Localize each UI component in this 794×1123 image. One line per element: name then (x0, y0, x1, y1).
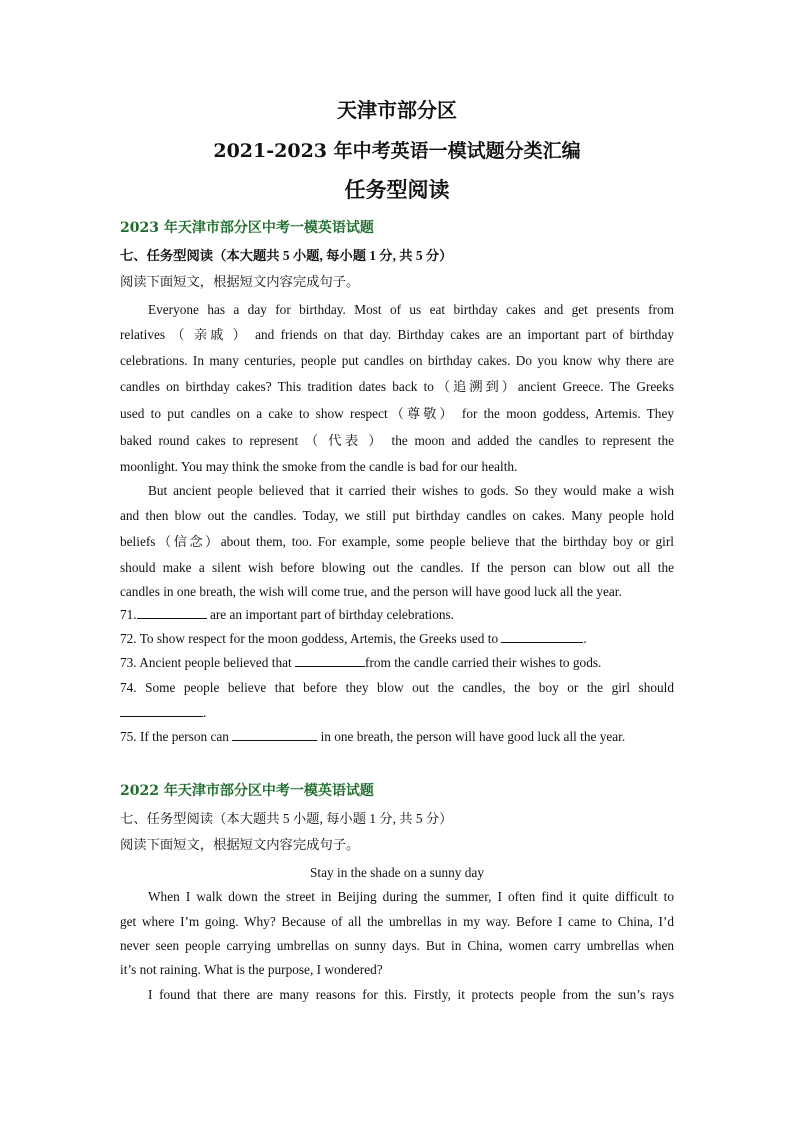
passage-2023-line: relatives （ 亲戚 ） and friends on that day. Birthday cakes are an important part of birthday (120, 327, 674, 342)
answer-blank-73[interactable] (295, 653, 365, 667)
passage-2023-line: should make a silent wish before blowing out the candles. If the person can blow out all the (120, 560, 674, 575)
passage-2023-line: But ancient people believed that it carried their wishes to gods. So they would make a wish (148, 483, 674, 498)
question-71-number: 71. (120, 607, 137, 622)
question-72-end: . (583, 631, 587, 646)
passage-2022-line: never seen people carrying umbrellas on sunny days. But in China, women carry umbrellas when (120, 938, 674, 953)
answer-blank-75[interactable] (232, 727, 317, 741)
question-73-end: from the candle carried their wishes to gods. (365, 655, 602, 670)
question-74: 74. Some people believe that before they blow out the candles, the boy or the girl should (120, 680, 674, 695)
passage-2023-line: used to put candles on a cake to show respect（尊敬） for the moon goddess, Artemis. They (120, 406, 674, 421)
passage-2022-line: it’s not raining. What is the purpose, I wondered? (120, 962, 383, 977)
passage-2022-title: Stay in the shade on a sunny day (310, 865, 484, 880)
question-73 (120, 653, 674, 673)
passage-2023-line: baked round cakes to represent （ 代表 ） the moon and added the candles to represent the (120, 433, 674, 448)
question-72 (120, 629, 674, 649)
passage-2023-line: candles in one breath, the wish will come true, and the person will have good luck all the year. (120, 584, 622, 599)
section-2023-heading: 2023 年天津市部分区中考一模英语试题 (120, 220, 374, 236)
passage-2022-line: When I walk down the street in Beijing during the summer, I often find it quite difficult to (148, 889, 674, 904)
passage-2023-line: beliefs（信念）about them, too. For example, some people believe that the birthday boy or girl (120, 534, 674, 549)
passage-2023-line: candles on birthday cakes? This tradition dates back to（追溯到）ancient Greece. The Greeks (120, 379, 674, 394)
question-74-cont (120, 703, 674, 723)
doc-title-region: 天津市部分区 (337, 98, 457, 122)
question-75 (120, 727, 674, 747)
section-2022-instruction: 七、任务型阅读（本大题共 5 小题, 每小题 1 分, 共 5 分） (120, 811, 453, 826)
question-75-end: in one breath, the person will have good luck all the year. (317, 729, 626, 744)
passage-2023-line: moonlight. You may think the smoke from the candle is bad for our health. (120, 459, 518, 474)
question-73-text: 73. Ancient people believed that (120, 655, 296, 670)
passage-2023-line: Everyone has a day for birthday. Most of us eat birthday cakes and get presents from (148, 302, 674, 317)
question-72-text: 72. To show respect for the moon goddess, Artemis, the Greeks used to (120, 631, 502, 646)
section-2022-direction: 阅读下面短文，根据短文内容完成句子。 (120, 837, 360, 852)
answer-blank-71[interactable] (137, 605, 207, 619)
passage-2023-line: and then blow out the candles. Today, we still put birthday candles on cakes. Many people hold (120, 508, 674, 523)
answer-blank-72[interactable] (501, 629, 583, 643)
answer-blank-74[interactable] (120, 703, 203, 717)
passage-2023-line: celebrations. In many centuries, people put candles on birthday cakes. Do you know why there are (120, 353, 674, 368)
section-2023-instruction: 七、任务型阅读（本大题共 5 小题, 每小题 1 分, 共 5 分） (120, 248, 453, 263)
doc-title-collection: 2021-2023 年中考英语一模试题分类汇编 (213, 140, 581, 162)
question-75-text: 75. If the person can (120, 729, 233, 744)
passage-2022-line: get where I’m going. Why? Because of all the umbrellas in my way. Before I came to China, I’d (120, 914, 674, 929)
doc-title-topic: 任务型阅读 (344, 177, 450, 202)
section-2022-heading: 2022 年天津市部分区中考一模英语试题 (120, 783, 374, 799)
question-71-text: are an important part of birthday celebrations. (206, 607, 455, 622)
question-74-end: . (203, 705, 207, 720)
passage-2022-line: I found that there are many reasons for this. Firstly, it protects people from the sun’s rays (148, 987, 674, 1002)
question-71 (120, 605, 674, 625)
section-2023-direction: 阅读下面短文，根据短文内容完成句子。 (120, 274, 360, 289)
